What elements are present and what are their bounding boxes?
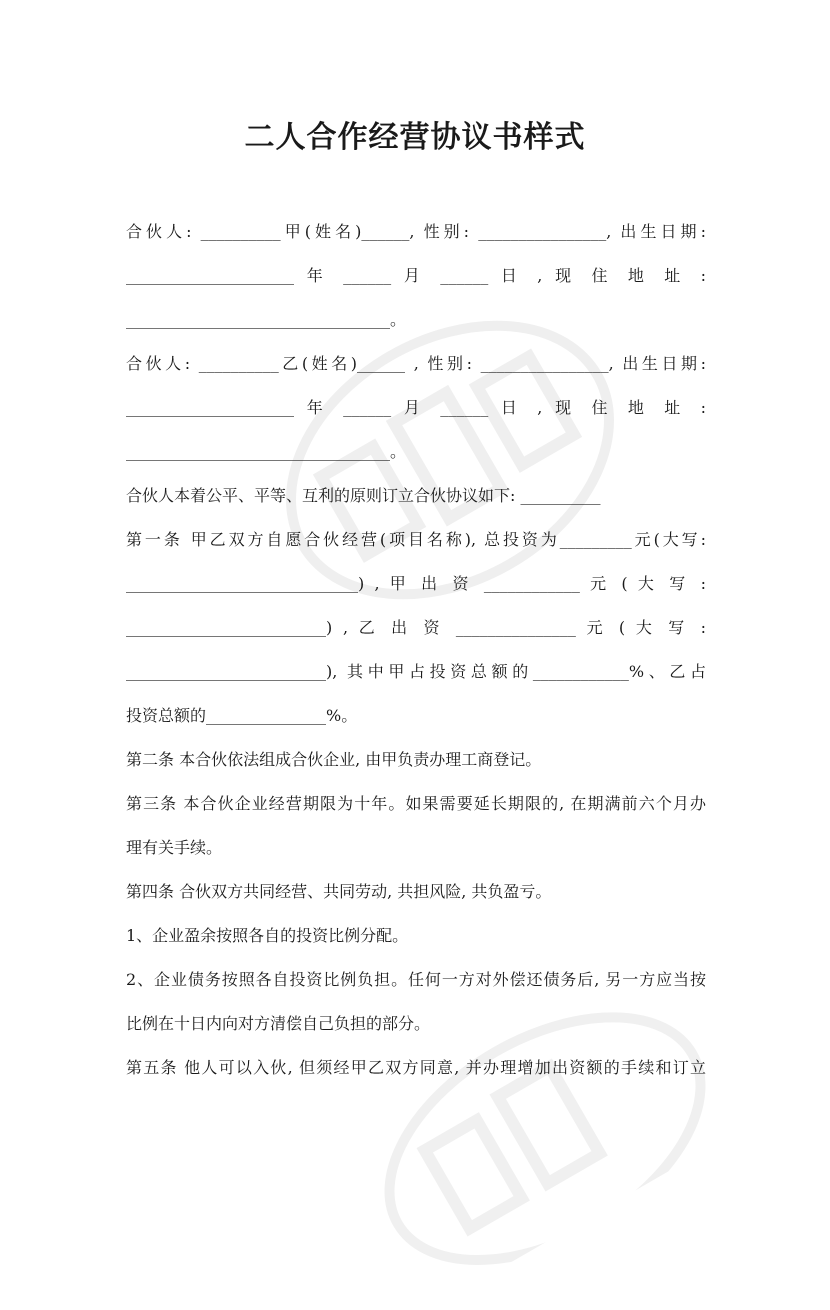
document-line: 第二条 本合伙依法组成合伙企业, 由甲负责办理工商登记。 [126, 750, 542, 769]
document-line: 合伙人: __________甲(姓名)______, 性别: ________________, 出生日期: [126, 222, 706, 241]
document-line: 合伙人本着公平、平等、互利的原则订立合伙协议如下: __________ [126, 486, 601, 505]
document-line: _________________________________。 [126, 310, 407, 329]
document-line: _________________________________。 [126, 442, 407, 461]
document-line: 第一条 甲乙双方自愿合伙经营(项目名称), 总投资为_________元(大写: [126, 530, 706, 549]
document-line: 比例在十日内向对方清偿自己负担的部分。 [126, 1014, 431, 1033]
document-line: _____________________________) , 甲 出 资 ____________ 元 ( 大 写 : [126, 574, 706, 593]
document-body [126, 214, 706, 1094]
document-line: _________________________) , 乙 出 资 _______________ 元 ( 大 写 : [126, 618, 706, 637]
document-title: 二人合作经营协议书样式 [244, 120, 586, 155]
document-line: _____________________ 年 ______ 月 ______ 日 , 现 住 地 址 : [126, 398, 706, 417]
document-line: 第三条 本合伙企业经营期限为十年。如果需要延长期限的, 在期满前六个月办 [126, 794, 706, 813]
document-line: 2、企业债务按照各自投资比例负担。任何一方对外偿还债务后, 另一方应当按 [126, 970, 706, 989]
document-line: 投资总额的_______________%。 [126, 706, 358, 725]
document-line: 1、企业盈余按照各自的投资比例分配。 [126, 926, 409, 945]
document-line: 第四条 合伙双方共同经营、共同劳动, 共担风险, 共负盈亏。 [126, 882, 552, 901]
document-line: 第五条 他人可以入伙, 但须经甲乙双方同意, 并办理增加出资额的手续和订立 [126, 1058, 706, 1077]
document-line: _________________________), 其中甲占投资总额的____________%、乙占 [126, 662, 706, 681]
document-line: _____________________ 年 ______ 月 ______ 日 , 现 住 地 址 : [126, 266, 706, 285]
document-line: 理有关手续。 [126, 838, 223, 857]
document-line: 合伙人: __________乙(姓名)______ , 性别: ________________, 出生日期: [126, 354, 706, 373]
